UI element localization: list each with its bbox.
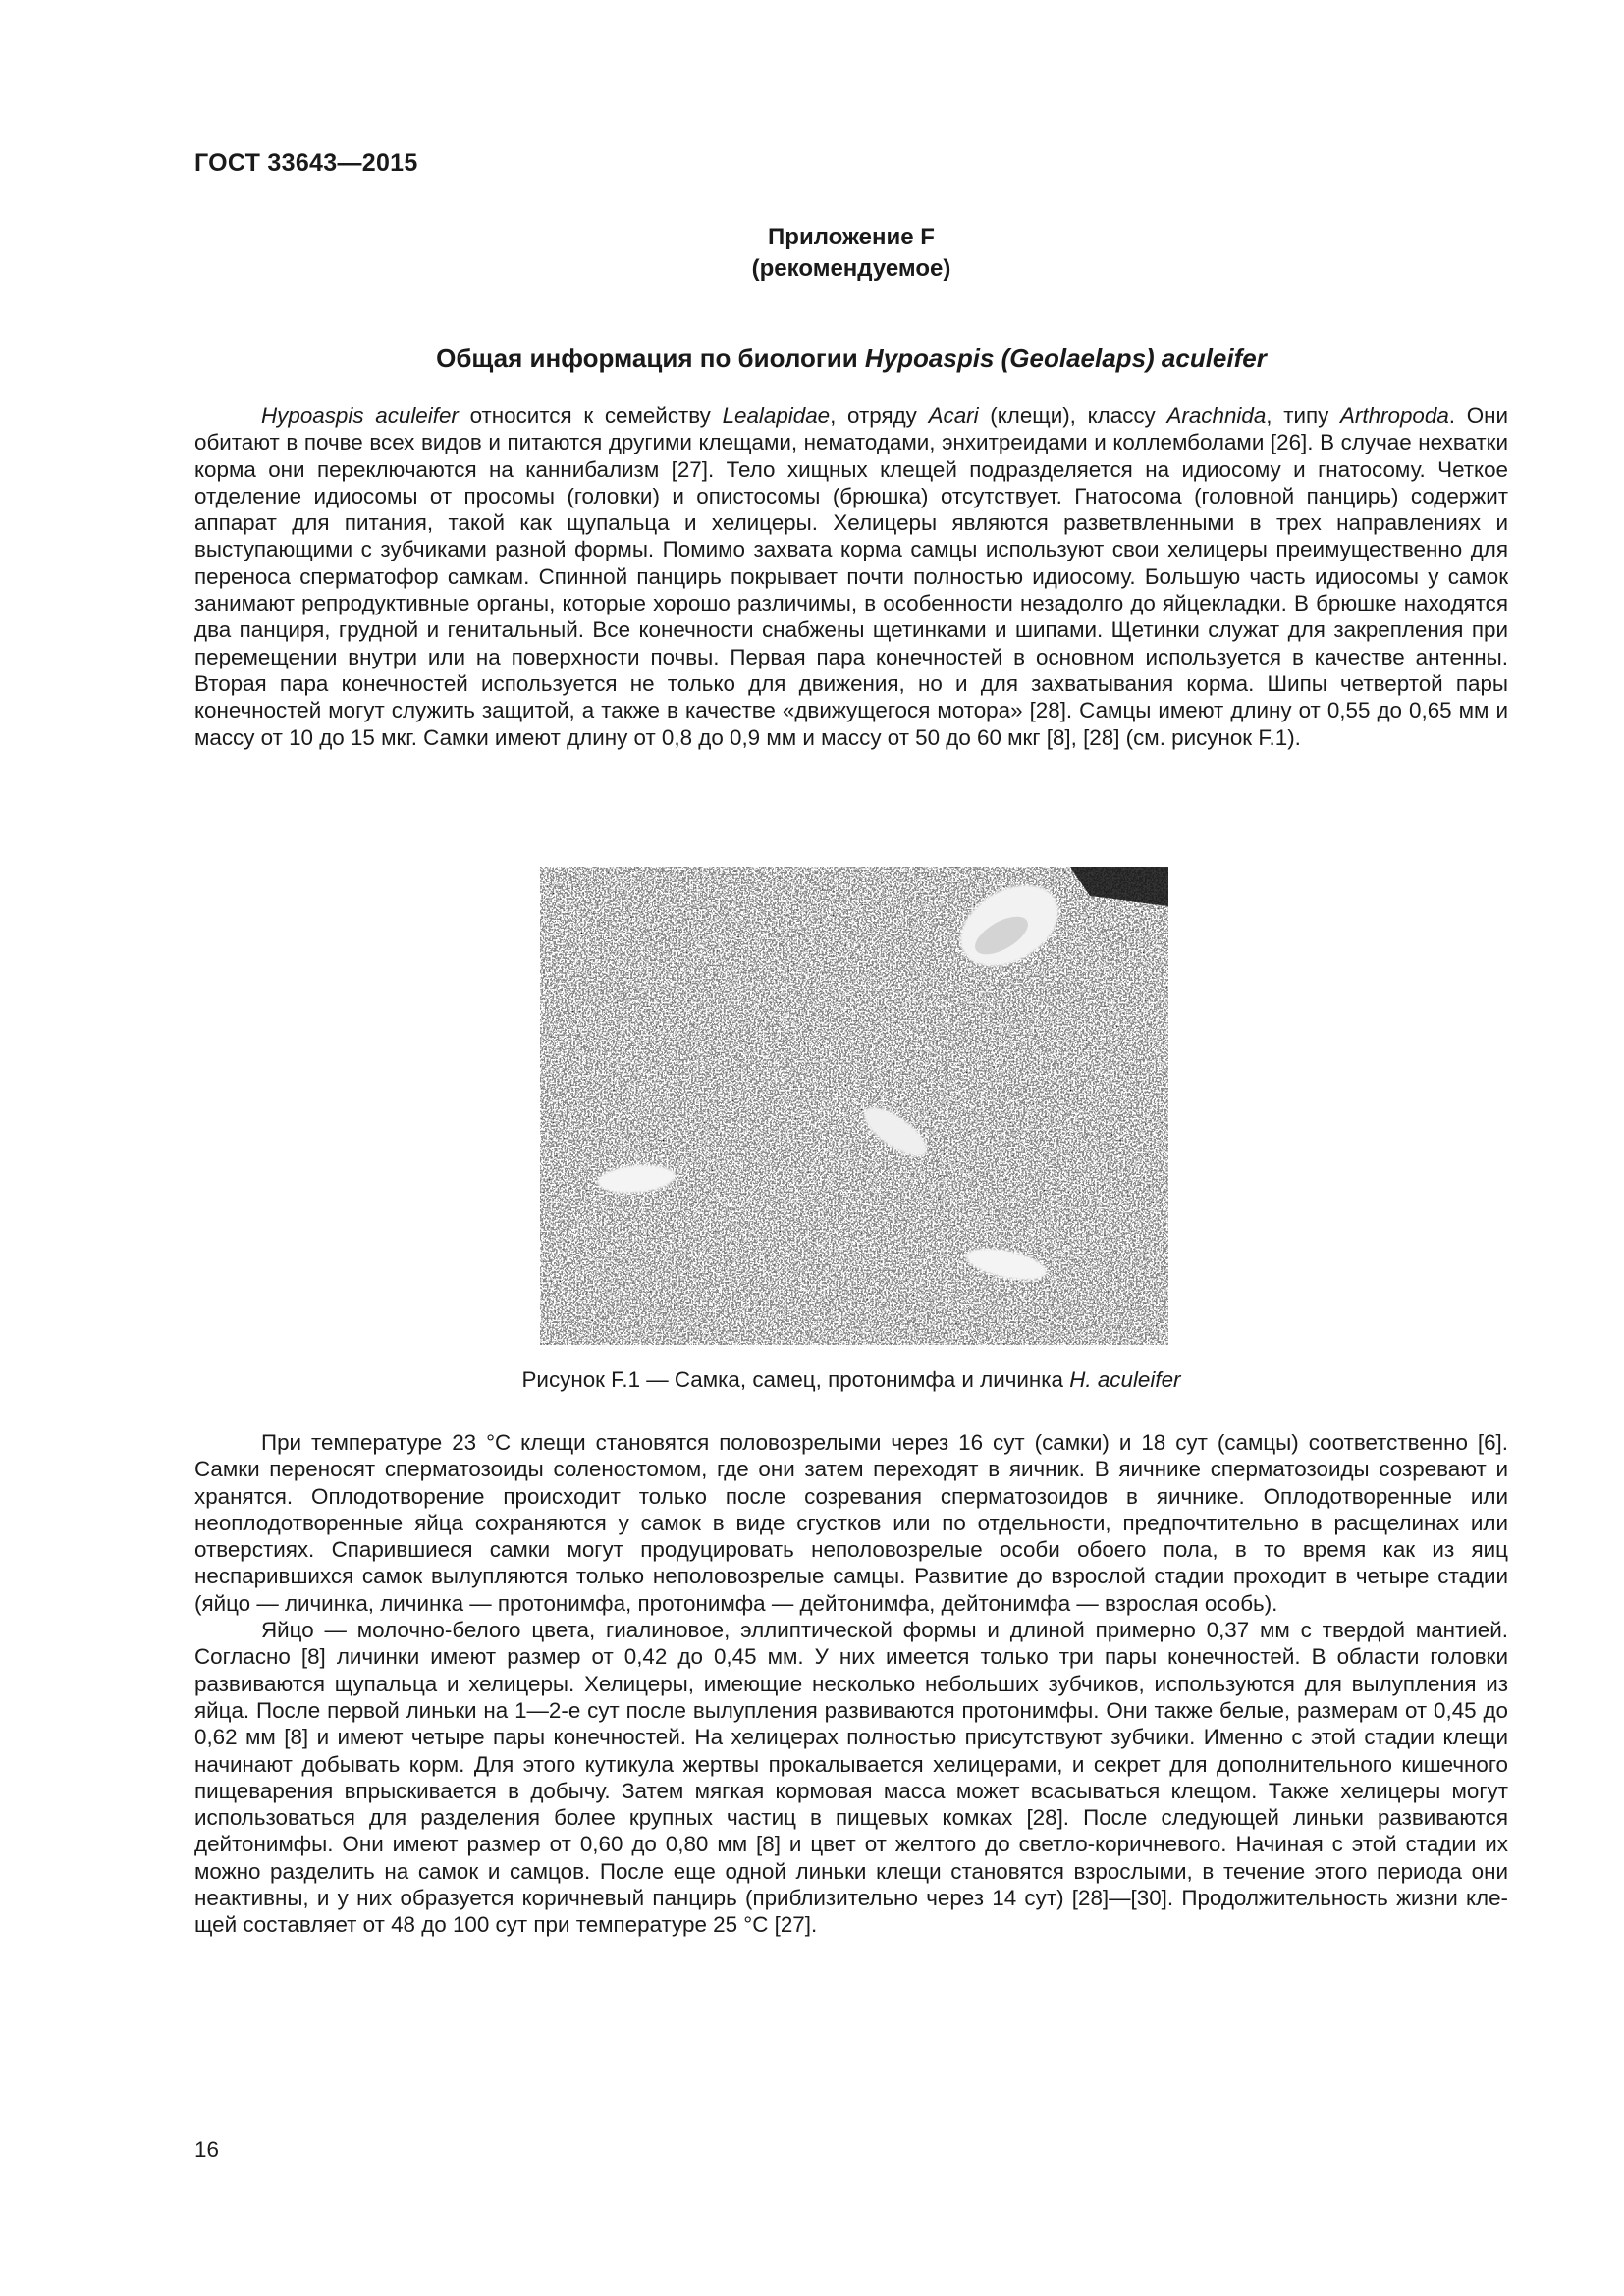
caption-text: Рисунок F.1 — Самка, самец, протонимфа и личинка <box>521 1367 1070 1392</box>
figure-caption <box>194 1367 1508 1393</box>
intro-text-rest: . Они обитают в почве всех видов и питаются другими клещами, нематодами, энхитреидами и коллемболами [26]. В случае нехватки корма они переключаются на каннибализм [27]. Тело хищных клещей подразделяется на идиосому и гнатосому. Четкое отделение идиосомы от просомы (головки) и опистосомы (брюшка) отсутствует. Гнатосома (головной панцирь) содержит аппарат для питания, такой как щупальца и хелицеры. Хелицеры являются разветвленными в трех направлениях и выступающими с зубчиками разной формы. Помимо захвата корма самцы используют свои хелицеры преимущественно для переноса сперматофор самкам. Спинной панцирь покрывает почти полностью идиосому. Большую часть идиосомы у самок занимают репродуктивные органы, которые хорошо различимы, в особенности незадолго до яйцекладки. В брюшке находятся два панциря, грудной и генитальный. Все конечности снабжены щетинками и шипами. Щетинки служат для закрепления при перемещении внутри или на поверхности почвы. Первая пара конечностей в основном используется в качестве антенны. Вторая пара конечностей используется не только для движения, но и для захватывания корма. Шипы четвертой пары конечностей могут служить защитой, а также в качестве «движущегося мотора» [28]. Самцы имеют длину от 0,55 до 0,65 мм и массу от 10 до 15 мкг. Самки имеют длину от 0,8 до 0,9 мм и массу от 50 до 60 мкг [8], [28] (см. рисунок F.1). <box>194 403 1508 750</box>
section-title <box>194 344 1508 374</box>
appendix-status: (рекомендуемое) <box>751 255 951 282</box>
intro-text <box>194 402 1508 751</box>
paragraph-stages: Яйцо — молочно-белого цвета, гиалиновое, эллиптической формы и длиной примерно 0,37 мм с твердой мантией. Согласно [8] личинки имеют размер от 0,42 до 0,45 мм. У них имеется только три пары конечностей. В области головки развиваются щупальца и хелицеры. Хелицеры, имеющие несколько небольших зубчиков, используются для вылупления из яйца. После первой линьки на 1—2-е сут после вылупления развиваются протонимфы. Они также белые, размерам от 0,45 до 0,62 мм [8] и имеют четыре пары конечностей. На хелицерах полностью присутствуют зубчики. Именно с этой стадии клещи начинают добывать корм. Для этого кутикула жертвы прокалывается хелицерами, и секрет для дополнительного кишечного пищеварения впрыскивается в добычу. Затем мягкая кормовая масса может всасываться клещом. Также хелицеры могут использоваться для разделения более крупных частиц в пищевых комках [28]. После следующей линьки развиваются дейтонимфы. Они имеют размер от 0,60 до 0,80 мм [8] и цвет от желтого до светло-коричневого. Начиная с этой стадии их можно разделить на самок и самцов. После еще одной линьки клещи становятся взрослыми, в течение этого периода они неактивны, и у них образуется коричневый панцирь (приблизительно через 14 сут) [28]—[30]. Продолжительность жизни клещей составляет от 48 до 100 сут при температуре 25 °С [27]. <box>194 1618 1508 1938</box>
intro-text-1: относится к семейству <box>458 403 723 428</box>
order-name: Acari <box>928 403 979 428</box>
paragraph-development: При температуре 23 °С клещи становятся половозрелыми через 16 сут (самки) и 18 сут (самцы) соответственно [6]. Самки переносят сперматозоиды соленостомом, где они затем переходят в яичник. В яичнике сперматозоиды созревают и хранятся. Оплодотворение происходит только после созревания сперматозоидов в яичнике. Оплодотворенные или неоплодотворенные яйца сохраняются у самок в виде сгустков или по отдельности, предпочтительно в расщелинах или отверстиях. Спарившиеся самки могут продуцировать неполовозрелые особи обоего пола, в то время как из яиц неспарившихся самок вылупляются только неполовозрелые самцы. Развитие до взрослой стадии проходит в четыре стадии (яйцо — личинка, личинка — протонимфа, протонимфа — дейтонимфа, дейтонимфа — взрослая особь). <box>194 1430 1508 1616</box>
caption-species: H. aculeifer <box>1069 1367 1181 1392</box>
phylum-name: Arthropoda <box>1339 403 1449 428</box>
section-title-prefix: Общая информация по биологии <box>436 344 865 373</box>
appendix-heading <box>194 222 1508 285</box>
family-name: Lealapidae <box>722 403 831 428</box>
intro-paragraph <box>194 402 1508 751</box>
class-name: Arachnida <box>1166 403 1267 428</box>
body-text <box>194 1429 1508 1939</box>
section-title-species: Hypoaspis (Geolaelaps) aculeifer <box>864 344 1267 373</box>
intro-text-3: (клещи), классу <box>978 403 1167 428</box>
intro-text-2: , отряду <box>830 403 929 428</box>
page-number: 16 <box>194 2137 219 2162</box>
species-name: Hypoaspis aculeifer <box>261 403 459 428</box>
standard-header: ГОСТ 33643—2015 <box>194 149 418 177</box>
intro-text-4: , типу <box>1266 403 1340 428</box>
figure-photo <box>540 867 1168 1345</box>
appendix-title: Приложение F <box>768 224 935 250</box>
